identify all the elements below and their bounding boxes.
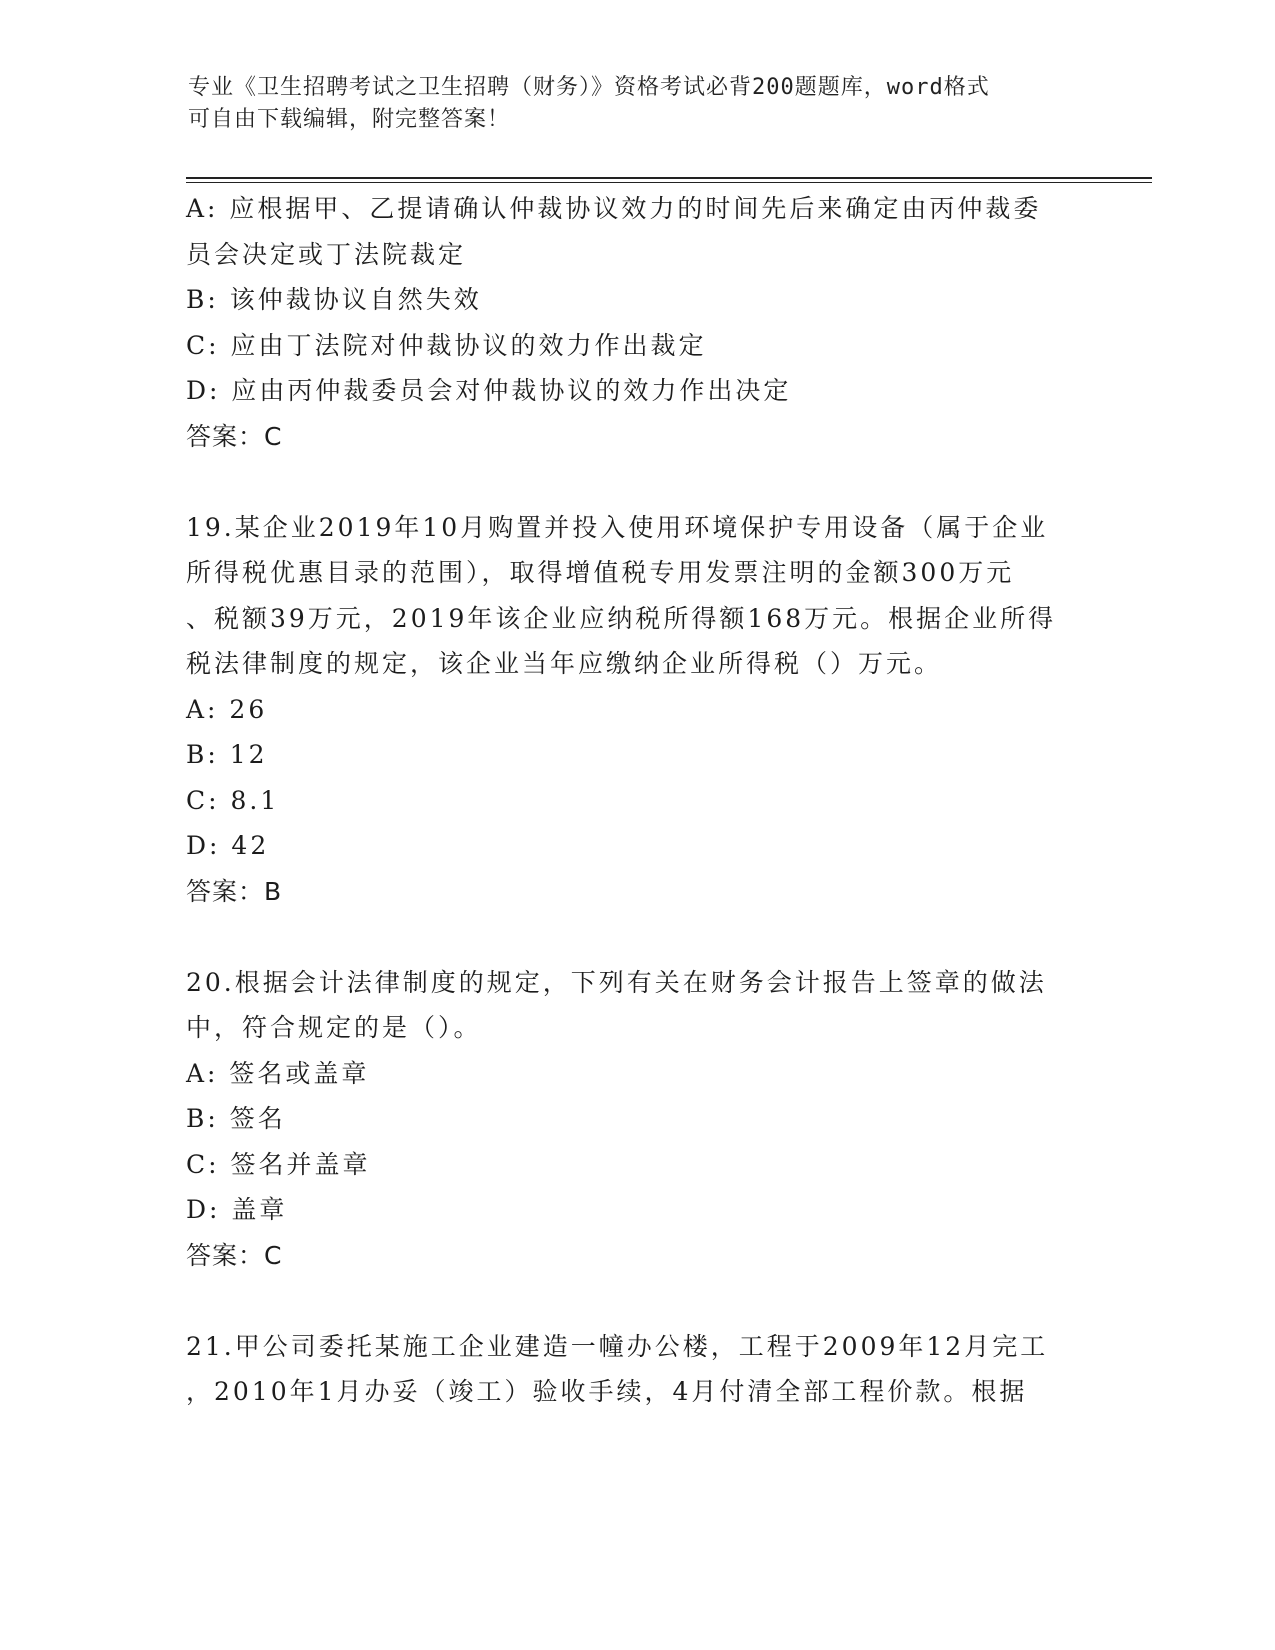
option-d: D: 42 [186,831,270,860]
option-b: B: 签名 [186,1104,286,1133]
question-text-line-1: 21.甲公司委托某施工企业建造一幢办公楼，工程于2009年12月完工 [186,1331,1049,1361]
option-c: C: 8.1 [186,785,280,815]
answer: 答案：C [186,1240,283,1270]
question-19 [186,505,1086,915]
question-text-line-2: ，2010年1月办妥（竣工）验收手续，4月付清全部工程价款。根据 [186,1377,1028,1406]
option-a: A: 签名或盖章 [186,1058,370,1088]
header-title-line-1: 专业《卫生招聘考试之卫生招聘（财务）》资格考试必背200题题库，word格式 [188,75,990,100]
document-header [188,72,1068,136]
question-text-line-3: 、税额39万元，2019年该企业应纳税所得额168万元。根据企业所得 [186,603,1057,633]
option-a-line-1: A: 应根据甲、乙提请确认仲裁协议效力的时间先后来确定由丙仲裁委 [186,194,1042,223]
spacer [186,914,1086,960]
option-c: C: 应由丁法院对仲裁协议的效力作出裁定 [186,330,707,360]
option-b: B: 12 [186,740,268,769]
question-20 [186,960,1086,1279]
question-text-line-2: 所得税优惠目录的范围），取得增值税专用发票注明的金额300万元 [186,558,1015,587]
option-a: A: 26 [186,694,268,724]
spacer [186,1278,1086,1324]
answer: 答案：B [186,876,283,906]
question-21 [186,1324,1086,1415]
question-text-line-4: 税法律制度的规定，该企业当年应缴纳企业所得税（）万元。 [186,649,943,678]
option-c: C: 签名并盖章 [186,1149,371,1179]
header-divider-thick [186,177,1152,179]
option-d: D: 盖章 [186,1195,288,1224]
question-list [186,186,1086,1415]
question-text-line-2: 中，符合规定的是（）。 [186,1013,482,1042]
option-d: D: 应由丙仲裁委员会对仲裁协议的效力作出决定 [186,376,792,405]
spacer [186,459,1086,505]
option-a-line-2: 员会决定或丁法院裁定 [186,239,467,269]
answer: 答案：C [186,421,283,451]
option-b: B: 该仲裁协议自然失效 [186,285,482,314]
question-text-line-1: 20.根据会计法律制度的规定，下列有关在财务会计报告上签章的做法 [186,967,1047,997]
question-text-line-1: 19.某企业2019年10月购置并投入使用环境保护专用设备（属于企业 [186,512,1049,542]
header-title-line-2: 可自由下载编辑，附完整答案！ [188,107,511,132]
question-18 [186,186,1086,459]
header-divider-thin [186,182,1152,183]
